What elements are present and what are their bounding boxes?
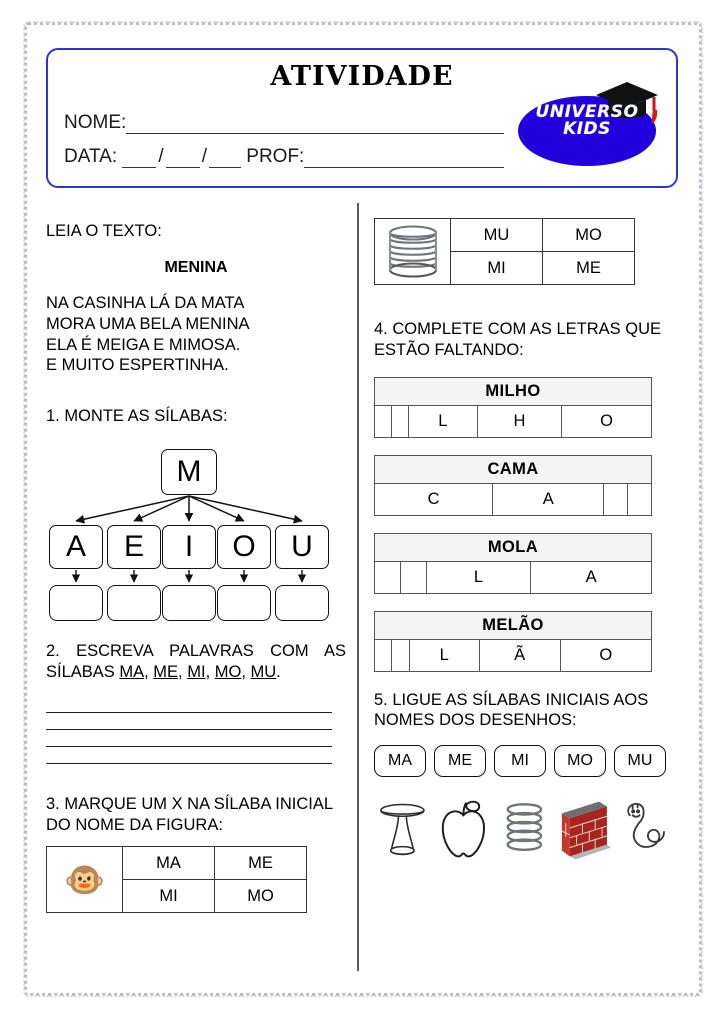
field-row-data (64, 146, 504, 168)
q1-vowel-box-i: I (162, 525, 216, 569)
apple-icon[interactable] (435, 793, 492, 865)
date-sep-2: / (201, 146, 207, 167)
q4-letter-cell: Ã (479, 639, 560, 671)
q3-option-mo[interactable]: MO (215, 880, 307, 913)
q5-picture-row (374, 793, 674, 865)
q1-vowel-box-a: A (49, 525, 103, 569)
q3-option-me[interactable]: ME (215, 847, 307, 880)
table-row (375, 561, 652, 593)
q2-prompt: 2. ESCREVA PALAVRAS COM AS SÍLABAS MA, ME, MI, MO, MU. (46, 641, 346, 681)
q4-word-title: MOLA (375, 533, 652, 561)
q4-word-table-melao (374, 611, 652, 672)
spring-icon[interactable] (496, 793, 553, 865)
spring-option-mo[interactable]: MO (543, 219, 635, 252)
spring-option-me[interactable]: ME (543, 252, 635, 285)
q2-syllable: ME (153, 662, 179, 681)
q1-syllable-tree (46, 449, 346, 619)
q4-word-title: MELÃO (375, 611, 652, 639)
q3-prompt: 3. MARQUE UM X NA SÍLABA INICIAL DO NOME DA FIGURA: (46, 795, 333, 835)
header-box (46, 48, 678, 188)
table-row (375, 219, 635, 252)
table-row (375, 377, 652, 405)
nome-label: NOME: (64, 112, 127, 133)
worm-icon[interactable] (617, 793, 674, 865)
logo-line-1: UNIVERSO (535, 102, 639, 122)
nome-input[interactable] (126, 121, 504, 134)
q4-word-table-milho (374, 377, 652, 438)
table-row (375, 533, 652, 561)
table-row (375, 483, 652, 515)
q4-letter-cell: O (560, 639, 651, 671)
q5-chip-mi[interactable]: MI (494, 745, 546, 777)
q3-option-mi[interactable]: MI (123, 880, 215, 913)
q4-letter-cell: L (426, 561, 531, 593)
read-text-prompt: LEIA O TEXTO: (46, 222, 162, 240)
q4-word-table-cama (374, 455, 652, 516)
q5-chip-me[interactable]: ME (434, 745, 486, 777)
prof-input[interactable] (304, 155, 504, 168)
q5-syllable-chips (374, 745, 674, 777)
table-row (375, 639, 652, 671)
coil-spring-icon (375, 221, 450, 283)
q3-option-table (46, 846, 307, 913)
poem-line: MORA UMA BELA MENINA (46, 314, 250, 333)
right-column (374, 218, 674, 865)
logo-text (518, 104, 656, 139)
table-row (375, 405, 652, 437)
q2-answer-lines (46, 696, 346, 764)
poem-line: ELA É MEIGA E MIMOSA. (46, 335, 241, 354)
page-title: ATIVIDADE (270, 61, 454, 92)
date-sep-1: / (158, 146, 164, 167)
q2-write-line[interactable] (46, 747, 332, 764)
q1-answer-box[interactable] (275, 585, 329, 621)
q1-vowel-box-o: O (217, 525, 271, 569)
date-month-input[interactable] (166, 155, 200, 168)
column-divider (357, 203, 359, 971)
q4-letter-cell: A (531, 561, 652, 593)
left-column (46, 222, 346, 913)
q4-letter-cell: O (562, 405, 652, 437)
universo-kids-logo (512, 78, 662, 170)
q2-syllable: MO (214, 662, 242, 681)
q4-word-title: MILHO (375, 377, 652, 405)
q1-prompt: 1. MONTE AS SÍLABAS: (46, 407, 228, 426)
spring-option-table (374, 218, 635, 285)
q2-write-line[interactable] (46, 696, 332, 713)
q4-prompt: 4. COMPLETE COM AS LETRAS QUE ESTÃO FALTANDO: (374, 320, 661, 359)
data-label: DATA: (64, 146, 118, 167)
table-row (375, 455, 652, 483)
prof-label: PROF: (246, 146, 305, 167)
q1-answer-box[interactable] (162, 585, 216, 621)
q5-chip-mu[interactable]: MU (614, 745, 666, 777)
table-row (375, 611, 652, 639)
spring-option-mu[interactable]: MU (451, 219, 543, 252)
q2-write-line[interactable] (46, 730, 332, 747)
q4-letter-cell: L (408, 405, 477, 437)
field-row-nome (64, 112, 504, 134)
q5-chip-mo[interactable]: MO (554, 745, 606, 777)
q2-prompt-text: 2. ESCREVA PALAVRAS COM AS SÍLABAS (46, 641, 346, 681)
q2-write-line[interactable] (46, 713, 332, 730)
q5-prompt: 5. LIGUE AS SÍLABAS INICIAIS AOS NOMES DOS DESENHOS: (374, 690, 649, 730)
spring-figure-cell (375, 219, 451, 285)
q4-letter-cell[interactable] (375, 561, 401, 593)
q4-word-tables (374, 377, 674, 672)
q4-letter-cell[interactable] (628, 483, 652, 515)
date-year-input[interactable] (209, 155, 241, 168)
q1-answer-box[interactable] (49, 585, 103, 621)
q4-letter-cell[interactable] (375, 639, 392, 671)
q2-syllable: MA (119, 662, 145, 681)
table-row (47, 847, 307, 880)
q1-vowel-box-u: U (275, 525, 329, 569)
q1-answer-box[interactable] (217, 585, 271, 621)
q4-letter-cell[interactable] (604, 483, 628, 515)
q4-word-table-mola (374, 533, 652, 594)
q1-vowel-box-e: E (107, 525, 161, 569)
q1-answer-box[interactable] (107, 585, 161, 621)
poem-body (46, 293, 346, 376)
q2-prompt-end: . (276, 662, 281, 681)
table-icon[interactable] (374, 793, 431, 865)
brick-wall-icon[interactable] (556, 793, 613, 865)
q4-letter-cell[interactable] (375, 405, 392, 437)
q1-consonant-box: M (161, 449, 217, 495)
logo-line-2: KIDS (563, 119, 611, 140)
q4-letter-cell[interactable] (400, 561, 426, 593)
q4-letter-cell: L (409, 639, 479, 671)
q2-syllable: MU (250, 662, 277, 681)
poem-line: E MUITO ESPERTINHA. (46, 356, 229, 375)
q4-letter-cell: H (477, 405, 561, 437)
q3-figure-cell (47, 847, 123, 913)
q4-letter-cell[interactable] (392, 639, 409, 671)
q5-chip-ma[interactable]: MA (374, 745, 426, 777)
poem-line: NA CASINHA LÁ DA MATA (46, 294, 245, 312)
q4-letter-cell: A (493, 483, 604, 515)
q4-word-title: CAMA (375, 455, 652, 483)
poem-title: MENINA (164, 259, 228, 276)
q4-letter-cell: C (375, 483, 493, 515)
q4-letter-cell[interactable] (391, 405, 408, 437)
date-day-input[interactable] (122, 155, 156, 168)
monkey-face-icon: 🐵 (63, 861, 106, 899)
q3-option-ma[interactable]: MA (123, 847, 215, 880)
spring-option-mi[interactable]: MI (451, 252, 543, 285)
q2-syllable: MI (187, 662, 206, 681)
